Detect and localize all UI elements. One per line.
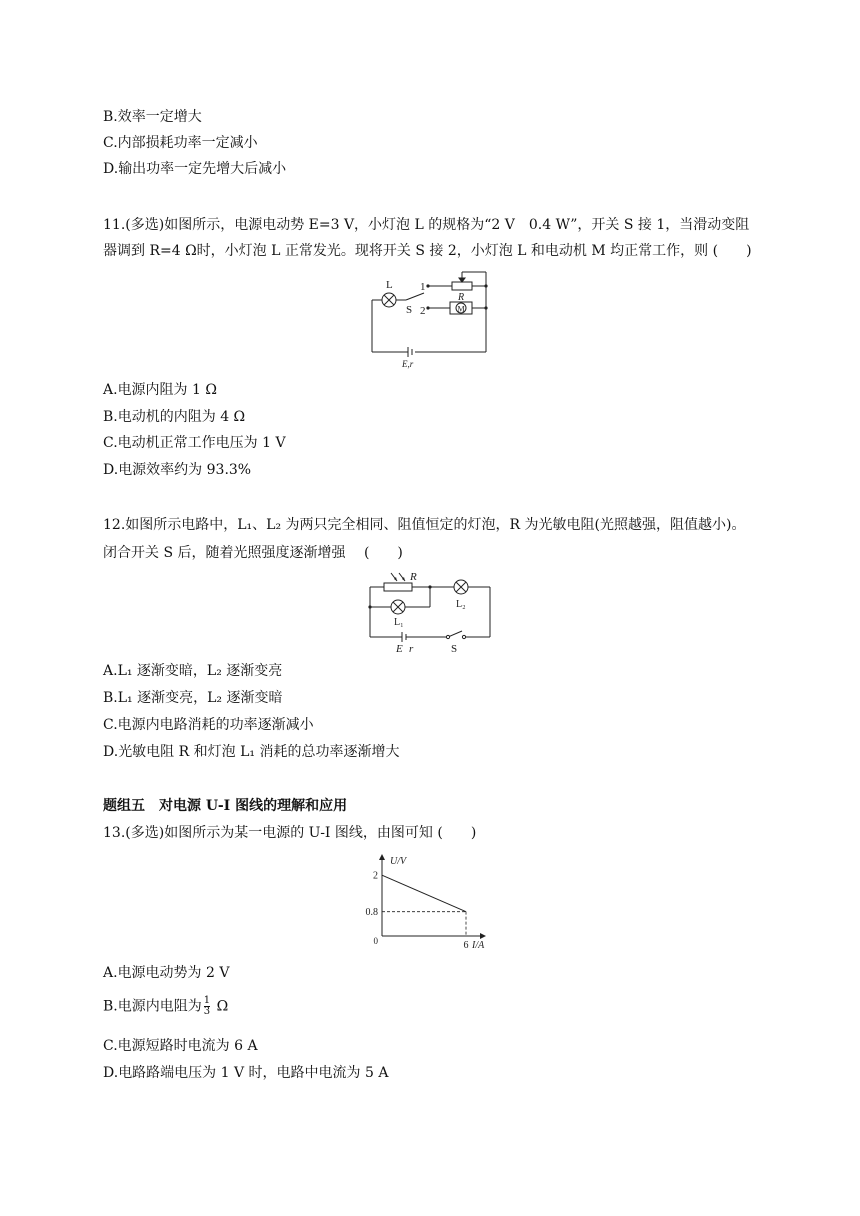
q13-ui-graph <box>362 850 502 954</box>
q11-option-b: B.电动机的内阻为 4 Ω <box>103 409 246 425</box>
q11-source-label: E,r <box>402 359 414 369</box>
y-tick-label: 0.8 <box>365 907 378 919</box>
q13-option-b: B.电源内电阻为 $\frac{1}{3}$ Ω <box>103 995 229 1017</box>
q10-option-c: C.内部损耗功率一定减小 <box>103 135 258 151</box>
q12-stem-line2: 闭合开关 S 后，随着光照强度逐渐增强 ( ) <box>103 545 403 561</box>
q11-motor-label: M <box>457 304 465 314</box>
q13-option-a: A.电源电动势为 2 V <box>103 965 230 981</box>
q12-option-c: C.电源内电路消耗的功率逐渐减小 <box>103 717 314 733</box>
q12-option-b: B.L₁ 逐渐变亮，L₂ 逐渐变暗 <box>103 690 283 706</box>
q12-emf-label: E <box>396 643 403 655</box>
q11-option-c: C.电动机正常工作电压为 1 V <box>103 435 286 451</box>
q11-stem-line1: 11.(多选)如图所示，电源电动势 E=3 V，小灯泡 L 的规格为“2 V 0.4 W”，开关 S 接 1，当滑动变阻 <box>103 217 750 233</box>
q10-option-b: B.效率一定增大 <box>103 109 202 125</box>
x-tick-label: 6 <box>463 940 469 951</box>
y-axis-arrow <box>379 854 385 860</box>
q11-contact-2: 2 <box>420 305 426 317</box>
q12-option-d: D.光敏电阻 R 和灯泡 L₁ 消耗的总功率逐渐增大 <box>103 744 400 760</box>
q11-switch-label: S <box>406 304 413 316</box>
q12-stem-line1: 12.如图所示电路中，L₁、L₂ 为两只完全相同、阻值恒定的灯泡，R 为光敏电阻(光照越强，阻值越小)。 <box>103 517 746 533</box>
series-line <box>382 875 466 911</box>
q13-stem: 13.(多选)如图所示为某一电源的 U-I 图线，由图可知 ( ) <box>103 825 477 841</box>
q12-lamp2-label: L₂ <box>456 599 466 610</box>
q11-circuit-diagram <box>368 266 492 372</box>
q12-lamp1-label: L₁ <box>394 617 404 628</box>
y-tick-label: 2 <box>373 870 378 882</box>
x-axis-arrow <box>480 933 486 939</box>
q10-option-d: D.输出功率一定先增大后减小 <box>103 161 287 177</box>
q11-stem-line2: 器调到 R=4 Ω时，小灯泡 L 正常发光。现将开关 S 接 2，小灯泡 L 和电动机 M 均正常工作，则 ( ) <box>103 243 752 259</box>
q12-internal-label: r <box>409 643 414 655</box>
fraction: $\frac{1}{3}$ <box>203 995 211 1017</box>
q13-option-d: D.电路路端电压为 1 V 时，电路中电流为 5 A <box>103 1065 389 1081</box>
q11-rheostat-label: R <box>458 292 465 303</box>
y-axis-label: U/V <box>390 856 407 867</box>
q12-circuit-diagram <box>366 567 494 657</box>
x-axis-label: I/A <box>472 940 485 951</box>
q11-option-d: D.电源效率约为 93.3% <box>103 462 252 478</box>
q11-lamp-label: L <box>386 279 393 291</box>
q12-option-a: A.L₁ 逐渐变暗，L₂ 逐渐变亮 <box>103 663 283 679</box>
origin-label: 0 <box>373 936 378 946</box>
q12-switch-label: S <box>451 643 458 655</box>
q12-resistor-label: R <box>410 571 417 583</box>
q13-option-c: C.电源短路时电流为 6 A <box>103 1038 258 1054</box>
q11-contact-1: 1 <box>420 281 426 293</box>
group5-heading: 题组五 对电源 U-I 图线的理解和应用 <box>103 798 348 814</box>
q11-option-a: A.电源内阻为 1 Ω <box>103 382 217 398</box>
